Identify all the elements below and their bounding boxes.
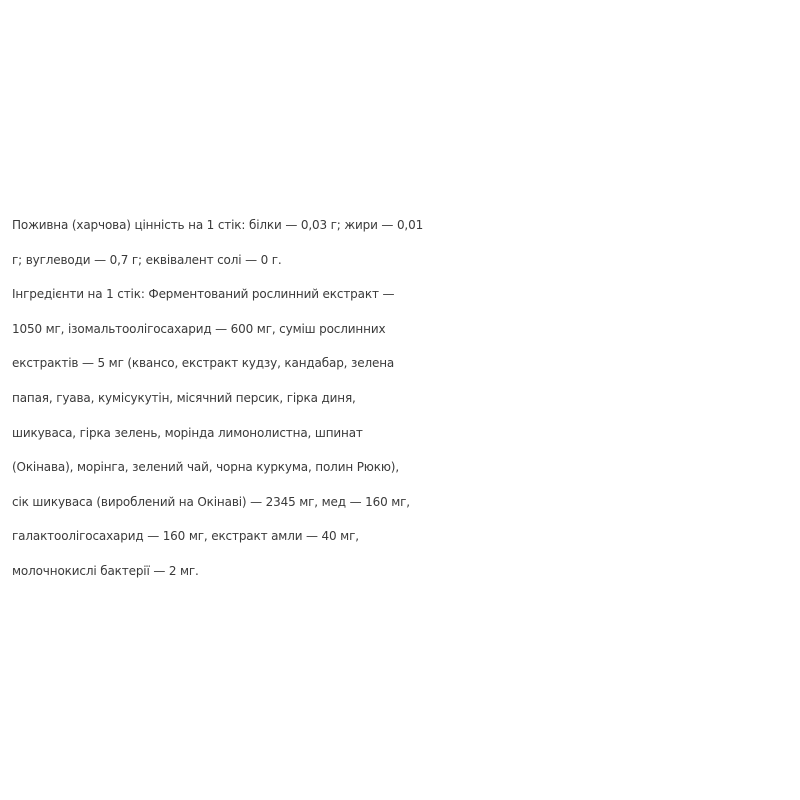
ingredients-line-9: молочнокислі бактерії — 2 мг. [12,563,199,578]
ingredients-line-1: Інгредієнти на 1 стік: Ферментований рослинний екстракт — [12,287,395,302]
ingredients-line-2: 1050 мг, ізомальтоолігосахарид — 600 мг, суміш рослинних [12,321,386,336]
ingredients-line-8: галактоолігосахарид — 160 мг, екстракт амли — 40 мг, [12,529,359,544]
ingredients-line-7: сік шикуваса (вироблений на Окінаві) — 2345 мг, мед — 160 мг, [12,494,410,509]
ingredients-line-3: екстрактів — 5 мг (квансо, екстракт кудзу, кандабар, зелена [12,356,395,371]
ingredients-line-6: (Окінава), морінга, зелений чай, чорна куркума, полин Рюкю), [12,460,399,475]
nutrition-line-2: г; вуглеводи — 0,7 г; еквівалент солі — 0 г. [12,252,282,267]
nutrition-ingredients-text [12,208,792,589]
nutrition-line-1: Поживна (харчова) цінність на 1 стік: білки — 0,03 г; жири — 0,01 [12,218,424,232]
ingredients-line-4: папая, гуава, кумісукутін, місячний персик, гірка диня, [12,390,356,405]
ingredients-line-5: шикуваса, гірка зелень, моріндa лимонолистна, шпинат [12,425,363,440]
